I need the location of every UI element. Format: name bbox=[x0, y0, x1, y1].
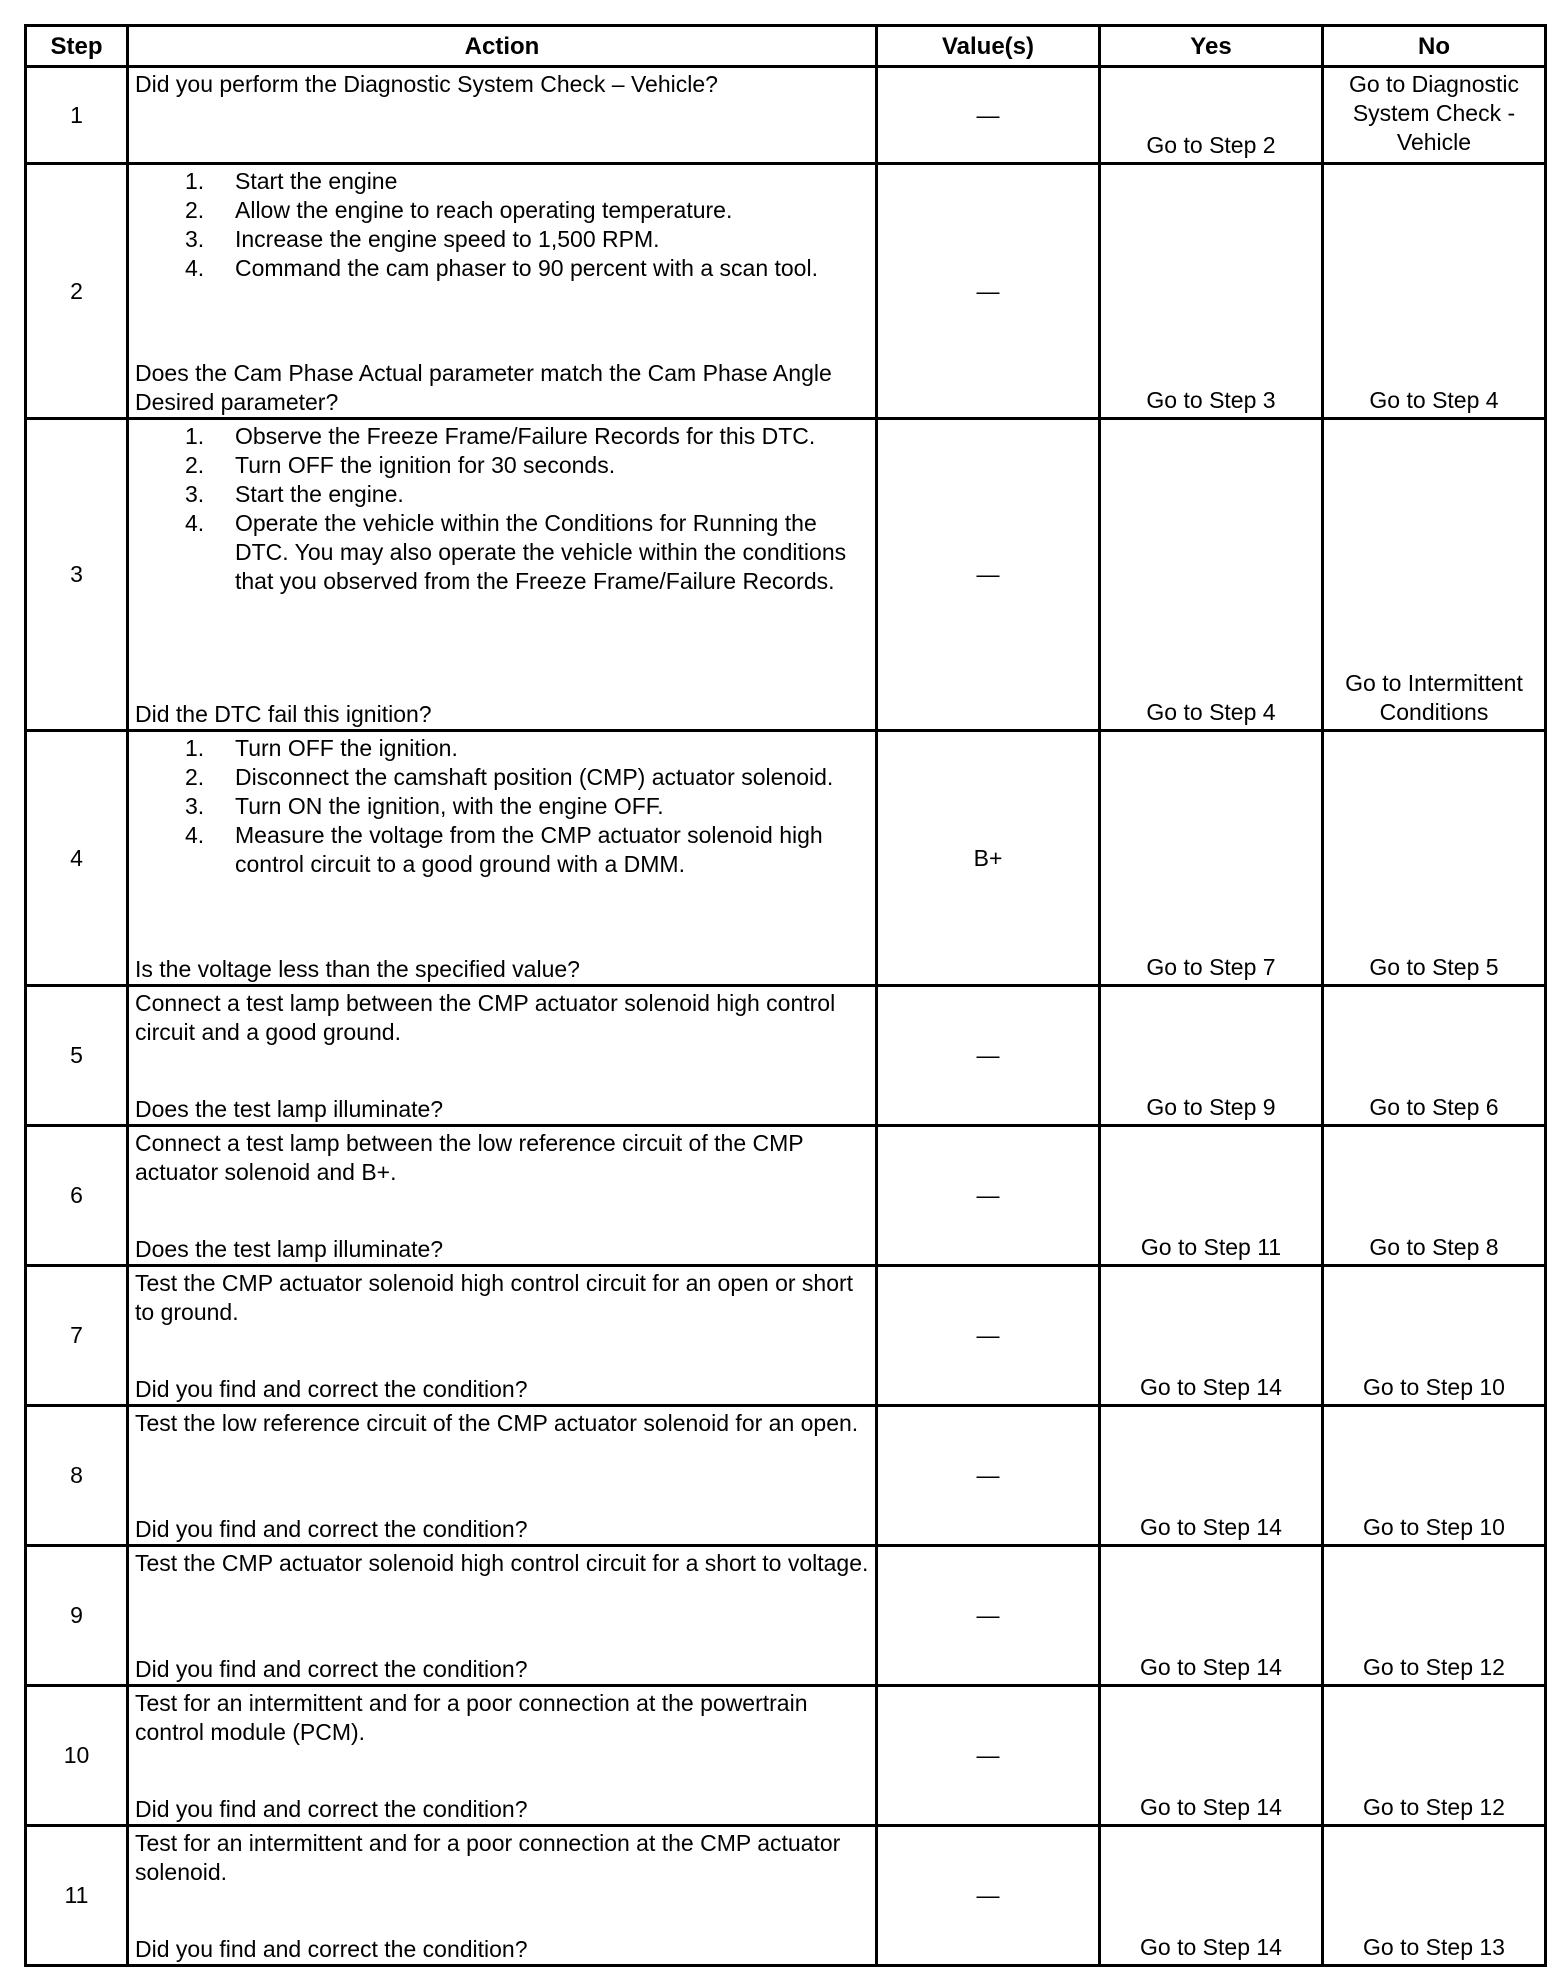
value-cell: — bbox=[877, 1686, 1100, 1826]
no-cell: Go to Step 12 bbox=[1323, 1546, 1546, 1686]
action-cell bbox=[128, 1266, 877, 1406]
table-row bbox=[26, 419, 1546, 731]
step-number: 2 bbox=[26, 164, 128, 419]
action-text: Did you perform the Diagnostic System Check – Vehicle? bbox=[135, 71, 718, 97]
header-step: Step bbox=[26, 26, 128, 67]
step-number: 4 bbox=[26, 731, 128, 986]
table-row bbox=[26, 1546, 1546, 1686]
yes-cell: Go to Step 11 bbox=[1100, 1126, 1323, 1266]
table-row bbox=[26, 67, 1546, 164]
action-text: Test for an intermittent and for a poor connection at the powertrain control module (PCM). bbox=[135, 1690, 808, 1745]
no-cell: Go to Step 13 bbox=[1323, 1826, 1546, 1966]
value-cell: — bbox=[877, 1406, 1100, 1546]
diagnostic-table bbox=[24, 24, 1547, 1967]
value-cell: — bbox=[877, 1126, 1100, 1266]
list-item: 1. Turn OFF the ignition. bbox=[185, 735, 458, 761]
table-row bbox=[26, 1686, 1546, 1826]
no-cell: Go to Step 4 bbox=[1323, 164, 1546, 419]
no-cell: Go to Step 10 bbox=[1323, 1406, 1546, 1546]
step-number: 1 bbox=[26, 67, 128, 164]
table-row bbox=[26, 1266, 1546, 1406]
table-row bbox=[26, 731, 1546, 986]
substep-list bbox=[135, 167, 871, 283]
list-item: 3. Increase the engine speed to 1,500 RPM. bbox=[185, 226, 660, 252]
action-question: Is the voltage less than the specified value? bbox=[135, 956, 580, 982]
table-row bbox=[26, 1826, 1546, 1966]
action-question: Did you find and correct the condition? bbox=[135, 1376, 528, 1402]
list-item: 2. Turn OFF the ignition for 30 seconds. bbox=[185, 452, 616, 478]
action-cell bbox=[128, 419, 877, 731]
header-values: Value(s) bbox=[877, 26, 1100, 67]
step-number: 9 bbox=[26, 1546, 128, 1686]
yes-cell: Go to Step 14 bbox=[1100, 1546, 1323, 1686]
action-question: Did you find and correct the condition? bbox=[135, 1656, 528, 1682]
no-cell: Go to Step 6 bbox=[1323, 986, 1546, 1126]
action-cell bbox=[128, 731, 877, 986]
value-cell: — bbox=[877, 419, 1100, 731]
action-question: Did you find and correct the condition? bbox=[135, 1516, 528, 1542]
yes-cell: Go to Step 4 bbox=[1100, 419, 1323, 731]
yes-cell: Go to Step 14 bbox=[1100, 1406, 1323, 1546]
list-item: 1. Observe the Freeze Frame/Failure Records for this DTC. bbox=[185, 423, 816, 449]
step-number: 10 bbox=[26, 1686, 128, 1826]
action-cell bbox=[128, 1126, 877, 1266]
list-item: 3. Turn ON the ignition, with the engine OFF. bbox=[185, 793, 664, 819]
action-text: Test the CMP actuator solenoid high control circuit for a short to voltage. bbox=[135, 1550, 869, 1576]
value-cell: — bbox=[877, 67, 1100, 164]
header-yes: Yes bbox=[1100, 26, 1323, 67]
value-cell: — bbox=[877, 986, 1100, 1126]
yes-cell: Go to Step 14 bbox=[1100, 1266, 1323, 1406]
table-row bbox=[26, 986, 1546, 1126]
action-text: Test the low reference circuit of the CMP actuator solenoid for an open. bbox=[135, 1410, 859, 1436]
step-number: 6 bbox=[26, 1126, 128, 1266]
value-cell: B+ bbox=[877, 731, 1100, 986]
action-question: Does the test lamp illuminate? bbox=[135, 1236, 444, 1262]
no-cell: Go to Step 12 bbox=[1323, 1686, 1546, 1826]
action-cell bbox=[128, 164, 877, 419]
action-question: Does the test lamp illuminate? bbox=[135, 1096, 444, 1122]
yes-cell: Go to Step 14 bbox=[1100, 1826, 1323, 1966]
step-number: 8 bbox=[26, 1406, 128, 1546]
action-cell bbox=[128, 1406, 877, 1546]
action-question: Did you find and correct the condition? bbox=[135, 1796, 528, 1822]
no-cell: Go to Step 8 bbox=[1323, 1126, 1546, 1266]
action-cell bbox=[128, 67, 877, 164]
list-item: 2. Disconnect the camshaft position (CMP) actuator solenoid. bbox=[185, 764, 834, 790]
list-item: 4. Operate the vehicle within the Conditions for Running the DTC. You may also operate the vehicle within the conditions that you observed from the Freeze Frame/Failure Records. bbox=[185, 510, 847, 594]
value-cell: — bbox=[877, 1546, 1100, 1686]
action-cell bbox=[128, 986, 877, 1126]
action-question: Does the Cam Phase Actual parameter match the Cam Phase Angle Desired parameter? bbox=[135, 360, 832, 415]
list-item: 3. Start the engine. bbox=[185, 481, 404, 507]
list-item: 1. Start the engine bbox=[185, 168, 398, 194]
list-item: 2. Allow the engine to reach operating temperature. bbox=[185, 197, 733, 223]
table-row bbox=[26, 1406, 1546, 1546]
list-item: 4. Measure the voltage from the CMP actuator solenoid high control circuit to a good ground with a DMM. bbox=[185, 822, 823, 877]
table-row bbox=[26, 164, 1546, 419]
action-cell bbox=[128, 1546, 877, 1686]
action-text: Test the CMP actuator solenoid high control circuit for an open or short to ground. bbox=[135, 1270, 854, 1325]
action-cell bbox=[128, 1686, 877, 1826]
yes-cell: Go to Step 3 bbox=[1100, 164, 1323, 419]
step-number: 11 bbox=[26, 1826, 128, 1966]
table-row bbox=[26, 1126, 1546, 1266]
yes-cell: Go to Step 14 bbox=[1100, 1686, 1323, 1826]
no-cell: Go to Intermittent Conditions bbox=[1323, 419, 1546, 731]
action-cell bbox=[128, 1826, 877, 1966]
value-cell: — bbox=[877, 1826, 1100, 1966]
header-row bbox=[26, 26, 1546, 67]
action-text: Connect a test lamp between the low reference circuit of the CMP actuator solenoid and B+. bbox=[135, 1130, 804, 1185]
no-cell: Go to Step 5 bbox=[1323, 731, 1546, 986]
value-cell: — bbox=[877, 164, 1100, 419]
action-text: Connect a test lamp between the CMP actuator solenoid high control circuit and a good ground. bbox=[135, 990, 836, 1045]
yes-cell: Go to Step 2 bbox=[1100, 67, 1323, 164]
value-cell: — bbox=[877, 1266, 1100, 1406]
step-number: 5 bbox=[26, 986, 128, 1126]
step-number: 3 bbox=[26, 419, 128, 731]
action-text: Test for an intermittent and for a poor connection at the CMP actuator solenoid. bbox=[135, 1830, 841, 1885]
header-action: Action bbox=[128, 26, 877, 67]
no-cell: Go to Step 10 bbox=[1323, 1266, 1546, 1406]
list-item: 4. Command the cam phaser to 90 percent with a scan tool. bbox=[185, 255, 818, 281]
substep-list bbox=[135, 734, 871, 879]
substep-list bbox=[135, 422, 871, 596]
yes-cell: Go to Step 7 bbox=[1100, 731, 1323, 986]
action-question: Did you find and correct the condition? bbox=[135, 1936, 528, 1962]
no-cell: Go to Diagnostic System Check - Vehicle bbox=[1323, 67, 1546, 164]
yes-cell: Go to Step 9 bbox=[1100, 986, 1323, 1126]
header-no: No bbox=[1323, 26, 1546, 67]
step-number: 7 bbox=[26, 1266, 128, 1406]
action-question: Did the DTC fail this ignition? bbox=[135, 701, 432, 727]
